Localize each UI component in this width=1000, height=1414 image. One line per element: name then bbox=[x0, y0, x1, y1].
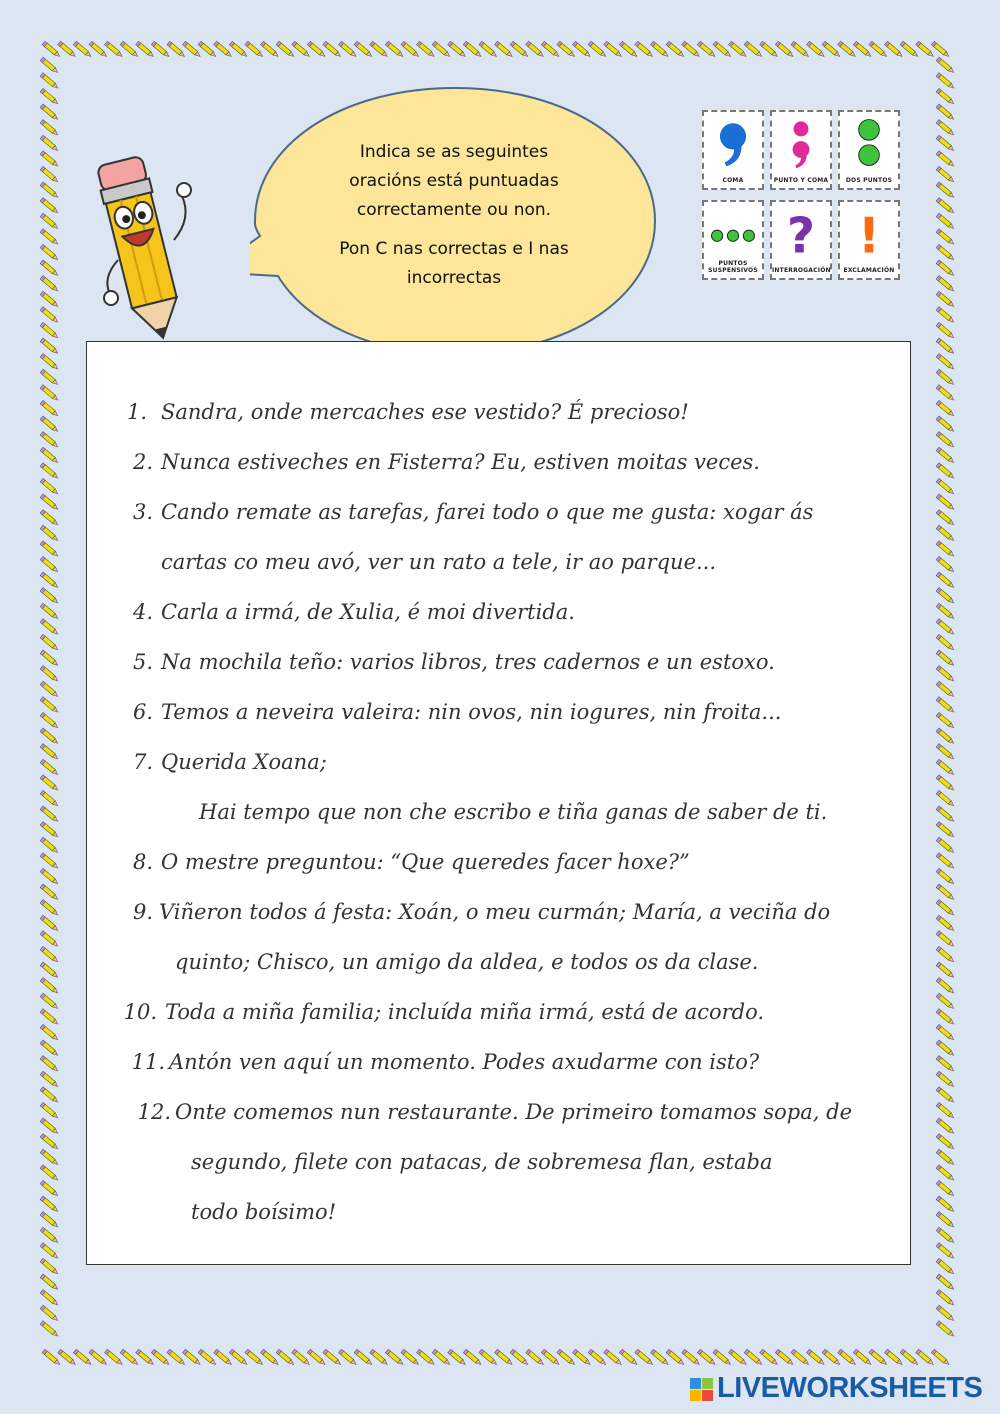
border-pencil-icon bbox=[936, 385, 955, 402]
border-pencil-icon bbox=[40, 276, 59, 293]
card-label: PUNTO Y COMA bbox=[773, 177, 829, 184]
colon-icon bbox=[840, 114, 898, 170]
border-pencil-icon bbox=[936, 166, 955, 183]
border-pencil-icon bbox=[40, 681, 59, 698]
sentence-7: Querida Xoana; bbox=[161, 750, 327, 774]
border-pencil-icon bbox=[40, 978, 59, 995]
border-pencil-icon bbox=[936, 1180, 955, 1197]
border-pencil-icon bbox=[936, 588, 955, 605]
card-coma bbox=[702, 110, 764, 190]
border-pencil-icon bbox=[40, 354, 59, 371]
border-pencil-icon bbox=[936, 915, 955, 932]
card-label: COMA bbox=[722, 177, 744, 184]
border-pencil-icon bbox=[936, 1134, 955, 1151]
border-pencil-icon bbox=[40, 666, 59, 683]
border-pencil-icon bbox=[40, 556, 59, 573]
item-number: 12. bbox=[137, 1100, 171, 1124]
border-pencil-icon bbox=[40, 291, 59, 308]
border-pencil-icon bbox=[40, 1290, 59, 1307]
border-pencil-icon bbox=[936, 400, 955, 417]
card-label: INTERROGACIÓN bbox=[772, 267, 831, 274]
border-pencil-icon bbox=[40, 1258, 59, 1275]
border-pencil-icon bbox=[936, 572, 955, 589]
border-pencil-icon bbox=[936, 416, 955, 433]
border-pencil-icon bbox=[40, 244, 59, 261]
border-pencil-icon bbox=[40, 182, 59, 199]
border-pencil-icon bbox=[936, 120, 955, 137]
border-pencil-icon bbox=[936, 837, 955, 854]
border-pencil-icon bbox=[40, 447, 59, 464]
item-number: 11. bbox=[131, 1050, 165, 1074]
border-pencil-icon bbox=[40, 1009, 59, 1026]
border-pencil-icon bbox=[936, 135, 955, 152]
sentence-12: Onte comemos nun restaurante. De primeiro tomamos sopa, de bbox=[175, 1100, 852, 1124]
border-pencil-icon bbox=[936, 962, 955, 979]
border-pencil-icon bbox=[936, 463, 955, 480]
border-pencil-icon bbox=[936, 322, 955, 339]
border-pencil-icon bbox=[40, 213, 59, 230]
border-pencil-icon bbox=[40, 541, 59, 558]
border-pencil-icon bbox=[931, 41, 950, 58]
border-pencil-icon bbox=[40, 1071, 59, 1088]
instruction-line: Pon C nas correctas e I nas bbox=[339, 239, 569, 259]
border-pencil-icon bbox=[936, 1087, 955, 1104]
border-pencil-icon bbox=[40, 588, 59, 605]
sentence-1: Sandra, onde mercaches ese vestido? É precioso! bbox=[161, 400, 689, 424]
border-pencil-icon bbox=[936, 1196, 955, 1213]
border-pencil-icon bbox=[936, 1102, 955, 1119]
instruction-line: Indica se as seguintes bbox=[359, 142, 549, 162]
border-pencil-icon bbox=[936, 88, 955, 105]
border-pencil-icon bbox=[40, 744, 59, 761]
border-pencil-icon bbox=[936, 634, 955, 651]
item-number: 8. bbox=[132, 850, 153, 874]
border-pencil-icon bbox=[936, 1024, 955, 1041]
border-pencil-icon bbox=[936, 603, 955, 620]
comma-icon bbox=[704, 114, 762, 170]
border-pencil-icon bbox=[40, 1180, 59, 1197]
border-pencil-icon bbox=[936, 775, 955, 792]
sentence-2: Nunca estiveches en Fisterra? Eu, estiven moitas veces. bbox=[161, 450, 760, 474]
border-pencil-icon bbox=[40, 603, 59, 620]
border-pencil-icon bbox=[40, 1212, 59, 1229]
sentence-12-continued: segundo, filete con patacas, de sobremesa flan, estaba bbox=[191, 1150, 773, 1174]
item-number: 4. bbox=[132, 600, 153, 624]
border-pencil-icon bbox=[936, 853, 955, 870]
card-label: DOS PUNTOS bbox=[845, 177, 893, 184]
svg-text:?: ? bbox=[786, 208, 816, 260]
sentence-9-continued: quinto; Chisco, un amigo da aldea, e todos os da clase. bbox=[175, 950, 759, 974]
border-pencil-icon bbox=[40, 775, 59, 792]
instruction-line: correctamente ou non. bbox=[356, 200, 552, 220]
border-pencil-icon bbox=[936, 57, 955, 74]
border-pencil-icon bbox=[936, 260, 955, 277]
border-pencil-icon bbox=[40, 619, 59, 636]
semicolon-icon bbox=[772, 114, 830, 170]
border-pencil-icon bbox=[936, 182, 955, 199]
border-pencil-icon bbox=[936, 1040, 955, 1057]
card-label: EXCLAMACIÓN bbox=[843, 267, 895, 274]
border-pencil-icon bbox=[40, 198, 59, 215]
border-pencil-icon bbox=[40, 385, 59, 402]
border-pencil-icon bbox=[936, 666, 955, 683]
border-pencil-icon bbox=[936, 276, 955, 293]
border-pencil-icon bbox=[40, 229, 59, 246]
border-pencil-icon bbox=[936, 291, 955, 308]
border-pencil-icon bbox=[40, 400, 59, 417]
border-pencil-icon bbox=[40, 1196, 59, 1213]
border-pencil-icon bbox=[936, 307, 955, 324]
item-number: 2. bbox=[132, 450, 153, 474]
border-pencil-icon bbox=[40, 1305, 59, 1322]
border-pencil-icon bbox=[936, 1321, 955, 1338]
border-pencil-icon bbox=[936, 1149, 955, 1166]
border-pencil-icon bbox=[40, 73, 59, 90]
border-pencil-icon bbox=[936, 697, 955, 714]
border-pencil-icon bbox=[40, 463, 59, 480]
border-pencil-icon bbox=[40, 946, 59, 963]
border-pencil-icon bbox=[936, 681, 955, 698]
border-pencil-icon bbox=[936, 1118, 955, 1135]
border-pencil-icon bbox=[40, 900, 59, 917]
card-exclamacion bbox=[838, 200, 900, 280]
border-pencil-icon bbox=[40, 1321, 59, 1338]
sentence-6: Temos a neveira valeira: nin ovos, nin iogures, nin froita... bbox=[161, 700, 782, 724]
border-pencil-icon bbox=[936, 73, 955, 90]
item-number: 5. bbox=[132, 650, 153, 674]
card-punto-y-coma bbox=[770, 110, 832, 190]
border-pencil-icon bbox=[40, 135, 59, 152]
card-label: PUNTOS SUSPENSIVOS bbox=[708, 260, 758, 274]
sentence-9: Viñeron todos á festa: Xoán, o meu curmán; María, a veciña do bbox=[159, 900, 831, 924]
sentence-3-continued: cartas co meu avó, ver un rato a tele, ir ao parque... bbox=[161, 550, 717, 574]
border-pencil-icon bbox=[40, 962, 59, 979]
border-pencil-icon bbox=[936, 447, 955, 464]
border-pencil-icon bbox=[40, 1056, 59, 1073]
border-pencil-icon bbox=[40, 338, 59, 355]
sentence-11: Antón ven aquí un momento. Podes axudarme con isto? bbox=[169, 1050, 760, 1074]
border-pencil-icon bbox=[936, 744, 955, 761]
border-pencil-icon bbox=[40, 120, 59, 137]
border-pencil-icon bbox=[40, 1243, 59, 1260]
border-pencil-icon bbox=[936, 806, 955, 823]
item-number: 3. bbox=[132, 500, 153, 524]
border-pencil-icon bbox=[40, 88, 59, 105]
border-pencil-icon bbox=[40, 1087, 59, 1104]
border-pencil-icon bbox=[40, 1118, 59, 1135]
border-pencil-icon bbox=[936, 650, 955, 667]
border-pencil-icon bbox=[936, 369, 955, 386]
border-pencil-icon bbox=[936, 494, 955, 511]
border-pencil-icon bbox=[40, 868, 59, 885]
border-pencil-icon bbox=[936, 1056, 955, 1073]
border-pencil-icon bbox=[936, 541, 955, 558]
border-pencil-icon bbox=[40, 432, 59, 449]
border-pencil-icon bbox=[40, 166, 59, 183]
border-pencil-icon bbox=[936, 1258, 955, 1275]
border-pencil-icon bbox=[40, 697, 59, 714]
border-pencil-icon bbox=[40, 510, 59, 527]
border-pencil-icon bbox=[936, 993, 955, 1010]
border-pencil-icon bbox=[936, 354, 955, 371]
border-pencil-icon bbox=[931, 1349, 950, 1366]
border-pencil-icon bbox=[40, 151, 59, 168]
border-pencil-icon bbox=[936, 1071, 955, 1088]
border-pencil-icon bbox=[40, 416, 59, 433]
punctuation-cards bbox=[700, 108, 910, 288]
border-pencil-icon bbox=[40, 1227, 59, 1244]
border-pencil-icon bbox=[936, 1009, 955, 1026]
border-pencil-icon bbox=[40, 650, 59, 667]
sentence-5: Na mochila teño: varios libros, tres cadernos e un estoxo. bbox=[161, 650, 775, 674]
item-number: 1. bbox=[126, 400, 147, 424]
border-pencil-icon bbox=[936, 1290, 955, 1307]
item-number: 7. bbox=[132, 750, 153, 774]
border-pencil-icon bbox=[936, 478, 955, 495]
border-pencil-icon bbox=[40, 322, 59, 339]
border-pencil-icon bbox=[40, 1149, 59, 1166]
question-mark-icon bbox=[772, 204, 830, 260]
border-pencil-icon bbox=[40, 525, 59, 542]
border-pencil-icon bbox=[936, 525, 955, 542]
border-pencil-icon bbox=[936, 229, 955, 246]
border-pencil-icon bbox=[40, 1040, 59, 1057]
border-pencil-icon bbox=[936, 868, 955, 885]
border-pencil-icon bbox=[40, 1024, 59, 1041]
border-pencil-icon bbox=[936, 822, 955, 839]
border-pencil-icon bbox=[40, 1102, 59, 1119]
border-pencil-icon bbox=[40, 790, 59, 807]
border-pencil-icon bbox=[936, 1305, 955, 1322]
pencil-mascot-icon bbox=[96, 148, 206, 353]
border-pencil-icon bbox=[936, 338, 955, 355]
border-pencil-icon bbox=[936, 884, 955, 901]
card-interrogacion bbox=[770, 200, 832, 280]
border-pencil-icon bbox=[936, 556, 955, 573]
border-pencil-icon bbox=[40, 806, 59, 823]
item-number: 10. bbox=[123, 1000, 157, 1024]
border-pencil-icon bbox=[40, 634, 59, 651]
card-puntos-suspensivos bbox=[702, 200, 764, 280]
item-number: 9. bbox=[132, 900, 153, 924]
border-pencil-icon bbox=[40, 1165, 59, 1182]
svg-text:!: ! bbox=[857, 208, 881, 260]
border-pencil-icon bbox=[936, 728, 955, 745]
border-pencil-icon bbox=[40, 369, 59, 386]
border-pencil-icon bbox=[40, 494, 59, 511]
card-dos-puntos bbox=[838, 110, 900, 190]
border-pencil-icon bbox=[936, 151, 955, 168]
border-pencil-icon bbox=[40, 1274, 59, 1291]
border-pencil-icon bbox=[40, 853, 59, 870]
instruction-line: oracións está puntuadas bbox=[349, 171, 559, 191]
sentence-3: Cando remate as tarefas, farei todo o que me gusta: xogar ás bbox=[161, 500, 814, 524]
border-pencil-icon bbox=[40, 104, 59, 121]
border-pencil-icon bbox=[40, 759, 59, 776]
border-pencil-icon bbox=[936, 432, 955, 449]
border-pencil-icon bbox=[40, 915, 59, 932]
border-pencil-icon bbox=[936, 1165, 955, 1182]
border-pencil-icon bbox=[936, 712, 955, 729]
border-pencil-icon bbox=[936, 510, 955, 527]
border-pencil-icon bbox=[936, 931, 955, 948]
border-pencil-icon bbox=[40, 884, 59, 901]
border-pencil-icon bbox=[936, 213, 955, 230]
exercise-box bbox=[86, 341, 911, 1265]
border-pencil-icon bbox=[936, 1274, 955, 1291]
border-pencil-icon bbox=[40, 822, 59, 839]
border-pencil-icon bbox=[40, 478, 59, 495]
border-pencil-icon bbox=[40, 712, 59, 729]
instruction-line: incorrectas bbox=[406, 268, 502, 288]
border-pencil-icon bbox=[40, 931, 59, 948]
sentence-8: O mestre preguntou: “Que queredes facer hoxe?” bbox=[161, 850, 690, 874]
instructions bbox=[322, 138, 586, 293]
sentence-10: Toda a miña familia; incluída miña irmá, está de acordo. bbox=[165, 1000, 765, 1024]
border-pencil-icon bbox=[40, 572, 59, 589]
border-pencil-icon bbox=[40, 260, 59, 277]
ellipsis-icon bbox=[704, 204, 762, 260]
sentence-7-continued: Hai tempo que non che escribo e tiña ganas de saber de ti. bbox=[199, 800, 828, 824]
border-pencil-icon bbox=[40, 307, 59, 324]
border-pencil-icon bbox=[936, 790, 955, 807]
border-pencil-icon bbox=[936, 1243, 955, 1260]
brand-name: LIVEWORKSHEETS bbox=[717, 1372, 983, 1404]
item-number: 6. bbox=[132, 700, 153, 724]
border-pencil-icon bbox=[40, 837, 59, 854]
border-pencil-icon bbox=[936, 104, 955, 121]
sentence-12-continued: todo boísimo! bbox=[191, 1200, 337, 1224]
border-pencil-icon bbox=[40, 57, 59, 74]
border-pencil-icon bbox=[936, 978, 955, 995]
border-pencil-icon bbox=[40, 993, 59, 1010]
border-pencil-icon bbox=[40, 1134, 59, 1151]
sentence-4: Carla a irmá, de Xulia, é moi divertida. bbox=[161, 600, 575, 624]
border-pencil-icon bbox=[936, 198, 955, 215]
border-pencil-icon bbox=[936, 1227, 955, 1244]
border-pencil-icon bbox=[936, 946, 955, 963]
border-pencil-icon bbox=[936, 1212, 955, 1229]
border-pencil-icon bbox=[936, 619, 955, 636]
border-pencil-icon bbox=[936, 759, 955, 776]
border-pencil-icon bbox=[936, 900, 955, 917]
border-pencil-icon bbox=[40, 728, 59, 745]
border-pencil-icon bbox=[936, 244, 955, 261]
exclamation-mark-icon bbox=[840, 204, 898, 260]
